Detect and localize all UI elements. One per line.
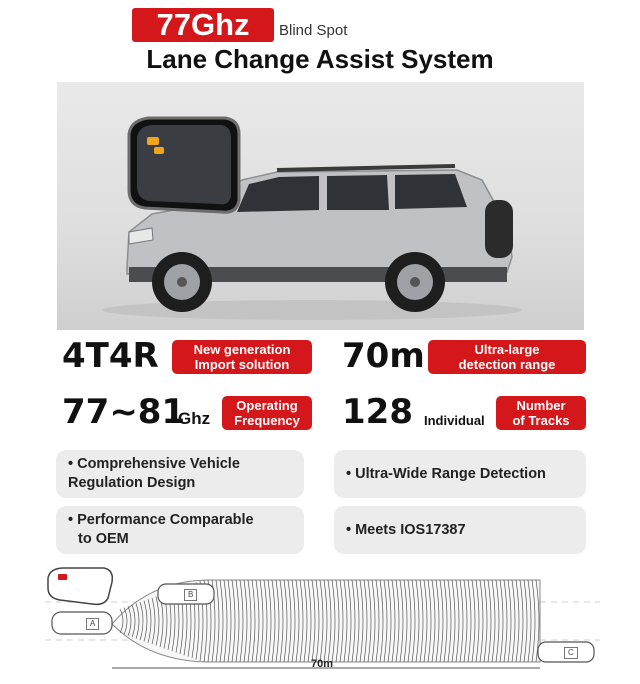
suv-illustration [57, 82, 584, 330]
page-title: Lane Change Assist System [146, 44, 494, 74]
tag-line: of Tracks [512, 413, 570, 428]
feature-card [334, 450, 586, 498]
product-photo [57, 82, 584, 330]
header [0, 0, 640, 80]
spec-tracks-unit: Individual [424, 413, 485, 428]
card-line: • Comprehensive Vehicle [68, 456, 240, 472]
card-line: Regulation Design [68, 475, 196, 491]
spec-tracks-tag [496, 396, 586, 430]
tag-line: Operating [236, 398, 298, 413]
car-a-label: A [86, 618, 99, 630]
tag-line: Frequency [234, 413, 300, 428]
badge-subtitle: Blind Spot [279, 22, 348, 39]
spec-range-tag [428, 340, 586, 374]
tag-line: Import solution [194, 357, 290, 372]
spec-frequency: 77~81 [62, 392, 186, 432]
frequency-badge: 77Ghz [132, 8, 274, 42]
spec-4t4r-tag [172, 340, 312, 374]
spec-4t4r: 4T4R [62, 336, 159, 376]
tag-line: New generation [193, 342, 291, 357]
detection-diagram [0, 562, 640, 679]
distance-label: 70m [310, 658, 334, 670]
feature-card [334, 506, 586, 554]
tag-line: detection range [458, 357, 556, 372]
card-line: • Ultra-Wide Range Detection [346, 465, 546, 482]
car-c-label: C [564, 647, 578, 659]
feature-card [56, 450, 304, 498]
car-b-label: B [184, 589, 197, 601]
feature-card [56, 506, 304, 554]
spec-frequency-tag [222, 396, 312, 430]
spec-frequency-unit: Ghz [178, 409, 211, 428]
spec-tracks: 128 [342, 392, 413, 432]
tag-line: Number [516, 398, 566, 413]
card-line: • Performance Comparable [68, 512, 254, 528]
card-line: • Meets IOS17387 [346, 521, 466, 538]
card-line: to OEM [78, 531, 129, 547]
spec-range: 70m [342, 336, 425, 376]
tag-line: Ultra-large [474, 342, 540, 357]
